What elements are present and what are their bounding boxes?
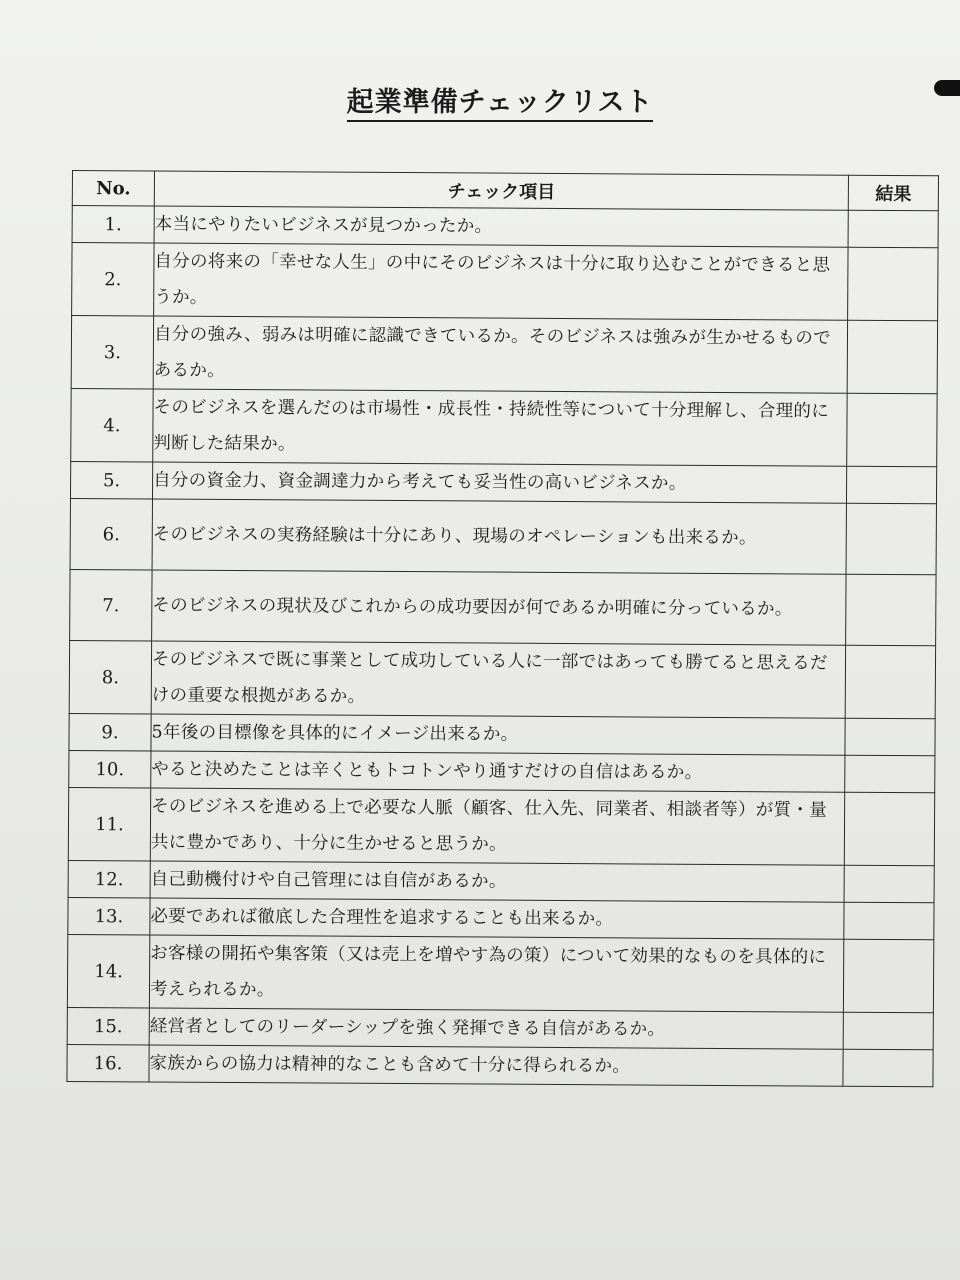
row-number: 5. bbox=[70, 461, 152, 499]
row-item: そのビジネスの実務経験は十分にあり、現場のオペレーションも出来るか。 bbox=[152, 499, 846, 574]
result-cell[interactable] bbox=[843, 1012, 933, 1050]
result-cell[interactable] bbox=[846, 503, 936, 575]
row-item: 家族からの協力は精神的なことも含めて十分に得られるか。 bbox=[149, 1045, 843, 1086]
checklist-table bbox=[66, 170, 939, 1087]
table-row bbox=[68, 787, 934, 865]
row-number: 1. bbox=[72, 206, 154, 244]
result-cell[interactable] bbox=[846, 574, 936, 646]
result-cell[interactable] bbox=[848, 247, 938, 321]
row-item: 自己動機付けや自己管理には自信があるか。 bbox=[150, 861, 844, 902]
row-number: 9. bbox=[69, 713, 151, 751]
page-title bbox=[0, 80, 960, 119]
page-title-text: 起業準備チェックリスト bbox=[347, 87, 654, 122]
row-item: 自分の将来の「幸せな人生」の中にそのビジネスは十分に取り込むことができると思うか。 bbox=[154, 243, 848, 320]
table-row bbox=[72, 243, 938, 321]
row-number: 3. bbox=[71, 316, 153, 389]
result-cell[interactable] bbox=[847, 320, 937, 394]
result-cell[interactable] bbox=[845, 718, 935, 756]
row-number: 7. bbox=[70, 569, 152, 640]
row-number: 6. bbox=[70, 498, 152, 569]
table-row bbox=[69, 640, 935, 718]
header-item: チェック項目 bbox=[154, 171, 848, 210]
row-number: 15. bbox=[67, 1007, 149, 1045]
table-row bbox=[71, 388, 937, 466]
row-item: お客様の開拓や集客策（又は売上を増やす為の策）について効果的なものを具体的に考えられるか。 bbox=[149, 935, 843, 1012]
result-cell[interactable] bbox=[848, 210, 938, 248]
table-row bbox=[71, 316, 937, 394]
table-row bbox=[67, 934, 933, 1012]
table-row bbox=[67, 1007, 933, 1049]
result-cell[interactable] bbox=[843, 939, 933, 1013]
table-row bbox=[70, 498, 936, 574]
result-cell[interactable] bbox=[843, 1049, 933, 1087]
row-number: 11. bbox=[68, 787, 150, 860]
row-number: 12. bbox=[68, 860, 150, 898]
row-item: 本当にやりたいビジネスが見つかったか。 bbox=[154, 206, 848, 247]
row-number: 4. bbox=[71, 388, 153, 461]
header-result: 結果 bbox=[848, 175, 938, 211]
table-row bbox=[72, 206, 938, 248]
table-row bbox=[70, 461, 936, 503]
row-item: やると決めたことは辛くともトコトンやり通すだけの自信はあるか。 bbox=[151, 751, 845, 792]
header-no: No. bbox=[72, 171, 154, 207]
result-cell[interactable] bbox=[844, 792, 934, 866]
table-row bbox=[70, 569, 936, 645]
result-cell[interactable] bbox=[847, 393, 937, 467]
row-item: 自分の資金力、資金調達力から考えても妥当性の高いビジネスか。 bbox=[152, 462, 846, 503]
row-item: そのビジネスを進める上で必要な人脈（顧客、仕入先、同業者、相談者等）が質・量共に豊かであり、十分に生かせると思うか。 bbox=[150, 788, 844, 865]
row-item: 経営者としてのリーダーシップを強く発揮できる自信があるか。 bbox=[149, 1008, 843, 1049]
table-row bbox=[67, 1044, 933, 1086]
table-row bbox=[69, 713, 935, 755]
row-item: そのビジネスを選んだのは市場性・成長性・持続性等について十分理解し、合理的に判断した結果か。 bbox=[153, 389, 847, 466]
row-number: 16. bbox=[67, 1044, 149, 1082]
row-item: そのビジネスで既に事業として成功している人に一部ではあっても勝てると思えるだけの重要な根拠があるか。 bbox=[151, 641, 845, 718]
row-item: 必要であれば徹底した合理性を追求することも出来るか。 bbox=[150, 898, 844, 939]
row-number: 8. bbox=[69, 640, 151, 713]
row-item: 自分の強み、弱みは明確に認識できているか。そのビジネスは強みが生かせるものであるか。 bbox=[153, 316, 847, 393]
result-cell[interactable] bbox=[845, 645, 935, 719]
result-cell[interactable] bbox=[846, 466, 936, 504]
row-item: そのビジネスの現状及びこれからの成功要因が何であるか明確に分っているか。 bbox=[152, 570, 846, 645]
result-cell[interactable] bbox=[844, 865, 934, 903]
row-number: 10. bbox=[69, 750, 151, 788]
row-number: 14. bbox=[67, 934, 149, 1007]
table-row bbox=[69, 750, 935, 792]
table-row bbox=[68, 860, 934, 902]
result-cell[interactable] bbox=[845, 755, 935, 793]
row-number: 13. bbox=[68, 897, 150, 935]
result-cell[interactable] bbox=[844, 902, 934, 940]
row-number: 2. bbox=[72, 243, 154, 316]
row-item: 5年後の目標像を具体的にイメージ出来るか。 bbox=[151, 714, 845, 755]
table-header-row bbox=[72, 171, 938, 211]
table-row bbox=[68, 897, 934, 939]
